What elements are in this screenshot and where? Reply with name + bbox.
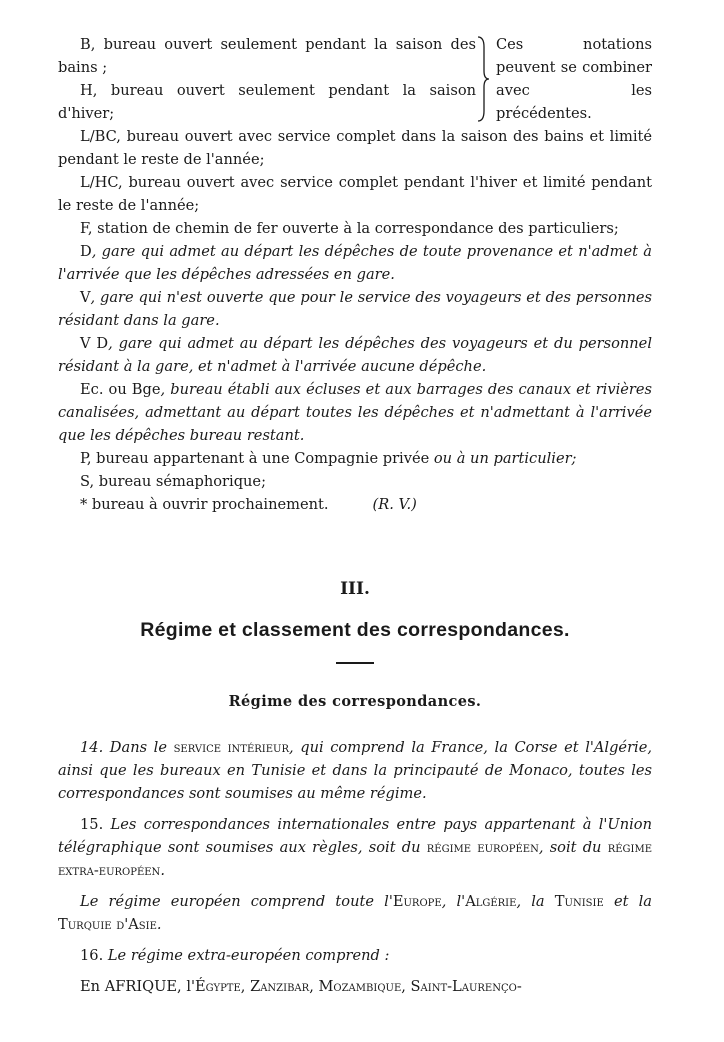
notation-s	[58, 470, 652, 493]
section-number: III.	[340, 579, 370, 599]
notation-d	[58, 240, 652, 286]
notation-s-text: , bureau sémaphorique;	[89, 473, 266, 490]
notation-lhc-text: , bureau ouvert avec service complet pendant l'hiver et limité pendant le reste de l'année;	[58, 174, 652, 214]
paragraph-15-regime-europeen: régime européen	[426, 839, 539, 856]
notation-v	[58, 286, 652, 332]
paragraph-15-text-1: Les correspondances internationales entre pays appartenant à l'Union télégraphique sont soumises aux règles, soit du	[58, 816, 652, 856]
paragraph-14-text-1: Dans le	[103, 739, 174, 756]
seasonal-notations	[58, 33, 652, 125]
paragraph-15	[58, 813, 652, 882]
notation-h-text: , bureau ouvert seulement pendant la saison d'hiver;	[58, 82, 476, 122]
body-paragraphs	[58, 736, 652, 998]
paragraph-16b-text-4: ,	[309, 978, 319, 995]
section-header	[58, 578, 652, 713]
notation-b	[58, 33, 476, 79]
notation-v-text: , gare qui n'est ouverte que pour le service des voyageurs et des personnes résidant dans la gare.	[58, 289, 652, 329]
notation-d-code: D	[80, 243, 92, 260]
notation-vd	[58, 332, 652, 378]
paragraph-15b-text-3: , la	[516, 893, 555, 910]
notation-h-code: H	[80, 82, 93, 99]
notation-ec-text: , bureau établi aux écluses et aux barrages des canaux et rivières canalisées, admettant au départ toutes les dépêches et n'admettant à l'arrivée que les dépêches bureau restant.	[58, 381, 652, 444]
notation-p-text: , bureau appartenant à une Compagnie privée	[86, 450, 434, 467]
notation-p-code: P	[80, 450, 87, 467]
notation-star-text: bureau à ouvrir prochainement.	[87, 496, 329, 513]
paragraph-15b-text-2: , l'	[441, 893, 466, 910]
paragraph-15b-text-1: Le régime européen comprend toute l'	[80, 893, 393, 910]
paragraph-16b-afrique: AFRIQUE	[104, 978, 178, 995]
notation-ec-code: Ec. ou Bge	[80, 381, 161, 398]
paragraph-15b-europe: Europe	[392, 893, 442, 910]
paragraph-16b-text-2: , l'	[177, 978, 196, 995]
notation-star-code: *	[80, 496, 88, 513]
notation-b-code: B	[80, 36, 91, 53]
paragraph-14-number: 14.	[80, 739, 104, 756]
notation-d-text: , gare qui admet au départ les dépêches de toute provenance et n'admet à l'arrivée que les dépêches adressées en gare.	[58, 243, 652, 283]
paragraph-16b-zanzibar: Zanzibar	[250, 978, 310, 995]
notation-list	[58, 33, 652, 516]
paragraph-15-text-2: , soit du	[538, 839, 608, 856]
paragraph-16b-egypte: Égypte	[195, 978, 241, 995]
paragraph-14-text-2: , qui comprend la France, la Corse et l'Algérie, ainsi que les bureaux en Tunisie et dans la principauté de Monaco, toutes les correspondances sont soumises au même régime.	[58, 739, 652, 802]
paragraph-15b-algerie: Algérie	[465, 893, 517, 910]
notation-ec	[58, 378, 652, 447]
paragraph-14-service: service intérieur	[173, 739, 290, 756]
paragraph-16-number: 16.	[80, 947, 104, 964]
paragraph-15b-turquie: Turquie d'Asie	[58, 916, 157, 933]
paragraph-15b	[58, 890, 652, 936]
notation-s-code: S	[80, 473, 90, 490]
notation-vd-code: V D	[80, 335, 109, 352]
paragraph-15b-tunisie: Tunisie	[554, 893, 604, 910]
paragraph-15-text-3: .	[160, 862, 165, 879]
notation-b-text: , bureau ouvert seulement pendant la saison des bains ;	[58, 36, 476, 76]
paragraph-16	[58, 944, 652, 967]
paragraph-16b-mozambique: Mozambique	[318, 978, 402, 995]
paragraph-15b-text-4: et la	[603, 893, 652, 910]
notation-vd-text: , gare qui admet au départ les dépêches des voyageurs et du personnel résidant à la gare, et n'admet à l'arrivée aucune dépêche.	[58, 335, 652, 375]
section-subtitle: Régime des correspondances.	[228, 693, 482, 710]
paragraph-16b-text-1: En	[80, 978, 105, 995]
paragraph-16b-text-5: ,	[401, 978, 411, 995]
notation-h	[58, 79, 476, 125]
notation-star	[58, 493, 652, 516]
paragraph-15b-text-5: .	[156, 916, 162, 933]
notation-f	[58, 217, 652, 240]
curly-brace-icon	[476, 35, 490, 123]
notation-lhc-code: L/HC	[80, 174, 118, 191]
notation-p-text-italic: ou à un particulier;	[433, 450, 577, 467]
notation-lbc-text: , bureau ouvert avec service complet dans la saison des bains et limité pendant le reste de l'année;	[58, 128, 652, 168]
notation-f-code: F	[80, 220, 88, 237]
notation-v-code: V	[80, 289, 91, 306]
paragraph-15-number: 15.	[80, 816, 104, 833]
combine-note: Ces notations peuvent se combiner avec les précédentes.	[496, 36, 652, 122]
paragraph-15-regime-extra: régime extra-européen	[58, 839, 652, 879]
notation-f-text: , station de chemin de fer ouverte à la correspondance des particuliers;	[87, 220, 619, 237]
paragraph-16-text-1: Le régime extra-européen comprend :	[103, 947, 390, 964]
paragraph-16b-text-3: ,	[240, 978, 251, 995]
paragraph-16b-saint-laurenco: Saint-Laurenço-	[410, 978, 522, 995]
paragraph-14	[58, 736, 652, 805]
notation-lbc	[58, 125, 652, 171]
notation-lhc	[58, 171, 652, 217]
seasonal-notations-left	[58, 33, 476, 125]
notation-star-ref: (R. V.)	[372, 496, 417, 513]
paragraph-16b	[58, 975, 652, 998]
section-title: Régime et classement des correspondances.	[140, 619, 570, 641]
notation-p	[58, 447, 652, 470]
notation-lbc-code: L/BC	[80, 128, 117, 145]
curly-brace	[476, 33, 490, 125]
